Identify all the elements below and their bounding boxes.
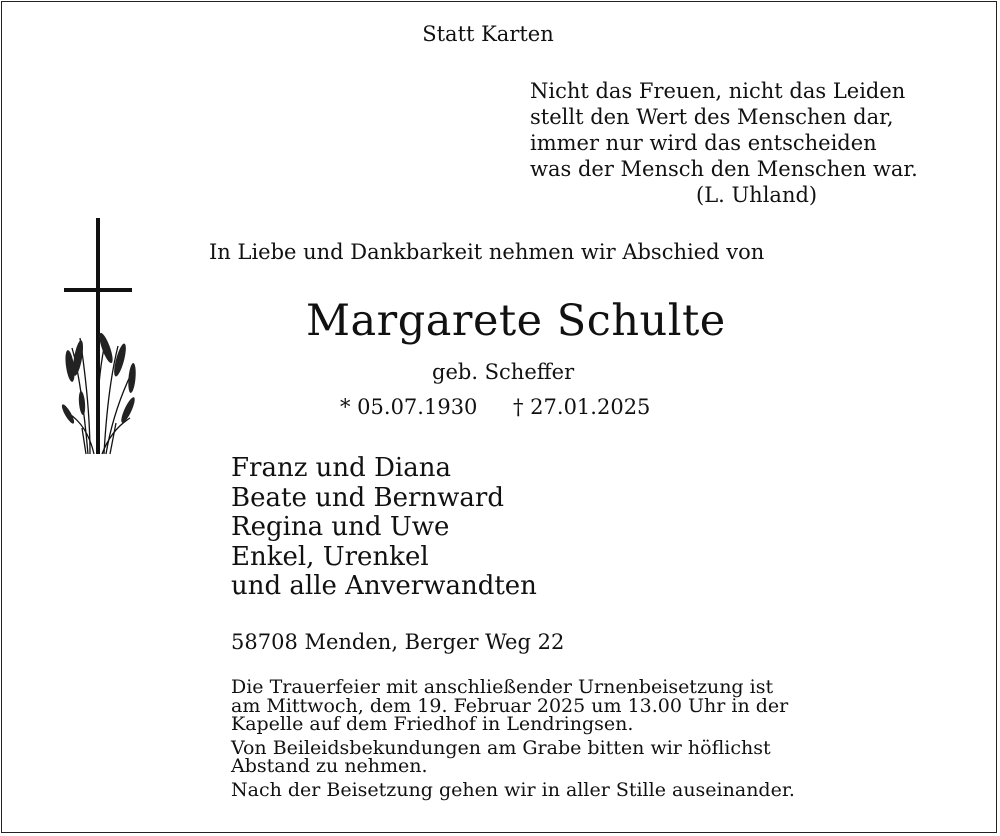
- mourners-list: [231, 454, 537, 602]
- address: 58708 Menden, Berger Weg 22: [231, 630, 565, 654]
- deceased-name: Margarete Schulte: [306, 296, 726, 346]
- mourner: Regina und Uwe: [231, 512, 450, 542]
- condolence-paragraph: [231, 736, 795, 777]
- ceremony-paragraph: [231, 678, 795, 734]
- notice-line: am Mittwoch, dem 19. Februar 2025 um 13.00 Uhr in der: [231, 694, 789, 717]
- notice-line: Von Beileidsbekundungen am Grabe bitten wir höflichst: [231, 736, 771, 759]
- notice-line: Kapelle auf dem Friedhof in Lendringsen.: [231, 713, 634, 735]
- birth-date: * 05.07.1930: [340, 395, 478, 419]
- poem-line: was der Mensch den Menschen war.: [530, 157, 918, 181]
- poem-author: (L. Uhland): [696, 183, 818, 207]
- poem-line: stellt den Wert des Menschen dar,: [530, 105, 894, 129]
- poem-line: immer nur wird das entscheiden: [530, 131, 877, 155]
- poem: [530, 78, 918, 208]
- notice-line: Abstand zu nehmen.: [231, 755, 428, 777]
- mourner: und alle Anverwandten: [231, 571, 537, 601]
- notice-line: Die Trauerfeier mit anschließender Urnenbeisetzung ist: [231, 676, 774, 698]
- mourner: Beate und Bernward: [231, 482, 504, 513]
- intro-text: In Liebe und Dankbarkeit nehmen wir Abschied von: [209, 240, 765, 264]
- mourner: Enkel, Urenkel: [231, 541, 429, 572]
- funeral-notice: [231, 678, 795, 804]
- header-statt-karten: Statt Karten: [422, 22, 554, 46]
- cross-with-grass-icon: [60, 218, 140, 458]
- death-date: † 27.01.2025: [513, 395, 651, 419]
- mourner: Franz und Diana: [231, 453, 451, 483]
- notice-line: Nach der Beisetzung gehen wir in aller Stille auseinander.: [231, 778, 795, 801]
- poem-line: Nicht das Freuen, nicht das Leiden: [530, 79, 906, 103]
- born-name: geb. Scheffer: [432, 360, 575, 384]
- closing-paragraph: [231, 778, 795, 801]
